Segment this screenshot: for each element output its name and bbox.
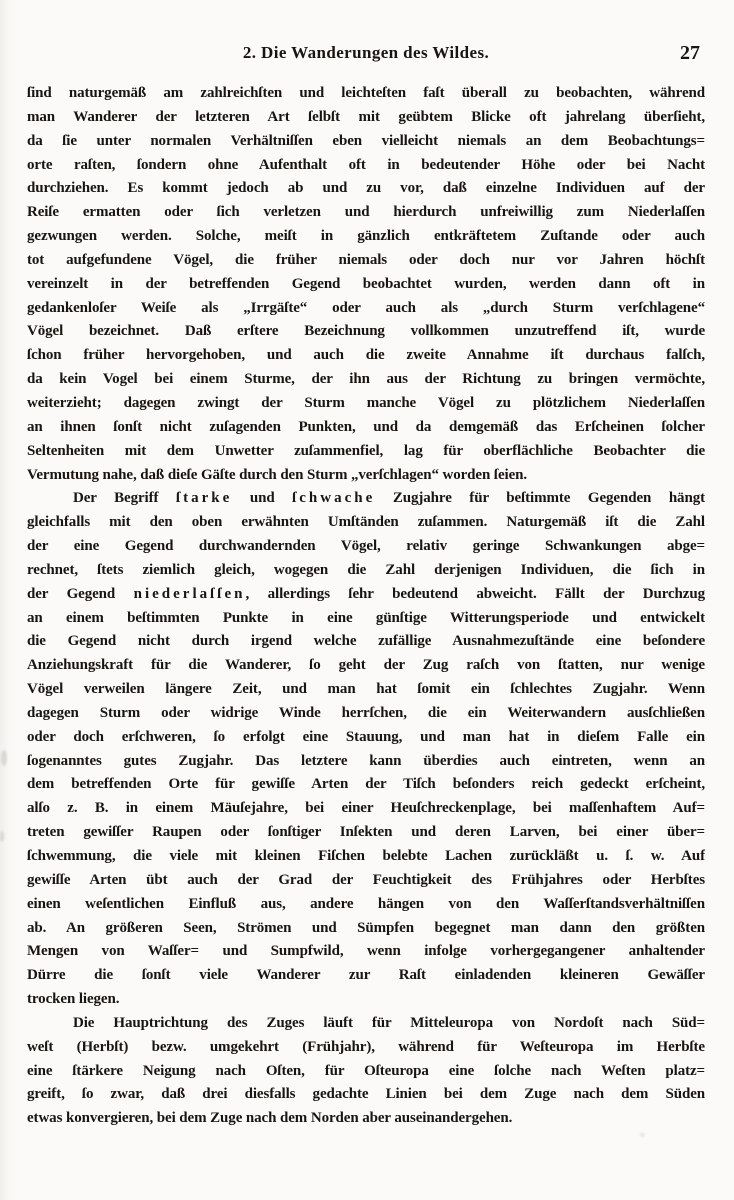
text-segment: treten gewiſſer Raupen oder ſonſtiger Inſekten und deren Larven, bei einer über= — [27, 824, 705, 841]
text-segment: da kein Vogel bei einem Sturme, der ihn aus der Richtung zu bringen vermöchte, — [27, 371, 705, 388]
text-line — [27, 869, 705, 893]
text-line — [27, 917, 705, 941]
text-line — [27, 583, 705, 607]
text-line — [27, 201, 705, 225]
text-line — [27, 678, 705, 702]
text-line — [27, 487, 705, 511]
text-segment: alſo z. B. in einem Mäuſejahre, bei einer Heuſchreckenplage, bei maſſenhaftem Auf= — [27, 800, 705, 817]
text-segment: tot aufgefundene Vögel, die früher niemals oder doch nur vor Jahren höchſt — [27, 251, 705, 268]
text-line — [27, 750, 705, 774]
text-segment: ſogenanntes gutes Zugjahr. Das letztere kann überdies auch eintreten, wenn an — [27, 752, 705, 769]
text-segment: an einem beſtimmten Punkte in eine günſtige Witterungsperiode und entwickelt — [27, 609, 705, 626]
text-line — [27, 177, 705, 201]
text-line — [27, 320, 705, 344]
text-segment: an ihnen ſonſt nicht zuſagenden Punkten, und da demgemäß das Erſcheinen ſolcher — [27, 418, 705, 435]
text-line — [27, 1060, 705, 1084]
text-line — [27, 368, 705, 392]
text-line — [27, 821, 705, 845]
text-line — [27, 440, 705, 464]
text-segment: weſt (Herbſt) bezw. umgekehrt (Frühjahr), während für Weſteuropa im Herbſte — [27, 1038, 705, 1055]
text-line — [27, 654, 705, 678]
page-number: 27 — [680, 42, 700, 64]
text-segment: der eine Gegend durchwandernden Vögel, relativ geringe Schwankungen abge= — [27, 538, 705, 555]
text-segment: ſchwemmung, die viele mit kleinen Fiſchen belebte Lachen zurückläßt u. ſ. w. Auf — [27, 848, 705, 864]
text-segment: Vögel verweilen längere Zeit, und man hat ſomit ein ſchlechtes Zugjahr. Wenn — [27, 681, 705, 698]
text-line — [27, 773, 705, 797]
text-segment: Vögel bezeichnet. Daß erſtere Bezeichnung vollkommen unzutreffend iſt, wurde — [27, 323, 705, 340]
text-segment: Mengen von Waſſer= und Sumpfwild, wenn infolge vorhergegangener anhaltender — [27, 943, 705, 960]
text-line — [27, 154, 705, 178]
text-segment: Der Begriff — [73, 490, 176, 507]
text-segment: Vermutung nahe, daß dieſe Gäſte durch den Sturm „verſchlagen“ worden ſeien. — [27, 466, 528, 483]
text-segment: Reiſe ermatten oder ſich verletzen und hierdurch unfreiwillig zum Niederlaſſen — [27, 204, 705, 221]
text-segment: die Gegend nicht durch irgend welche zufällige Ausnahmezuſtände eine beſondere — [27, 633, 705, 650]
text-line — [27, 630, 705, 654]
text-line — [27, 1083, 705, 1107]
text-line — [27, 82, 705, 106]
emphasized-word: niederlaſſen — [133, 585, 246, 602]
text-line — [27, 297, 705, 321]
text-segment: weiterzieht; dagegen zwingt der Sturm manche Vögel zu plötzlichem Niederlaſſen — [27, 394, 705, 411]
text-line — [27, 535, 705, 559]
text-segment: der Gegend — [27, 585, 134, 602]
scan-smudge — [640, 1133, 645, 1137]
text-segment: Zugjahre für beſtimmte Gegenden hängt — [375, 490, 705, 507]
text-line — [27, 893, 705, 917]
text-segment: Seltenheiten mit dem Unwetter zuſammenfiel, lag für oberflächliche Beobachter die — [27, 442, 705, 459]
text-segment: rechnet, ſtets ziemlich gleich, wogegen die Zahl derjenigen Individuen, die ſich in — [27, 561, 705, 578]
text-line — [27, 225, 705, 249]
text-segment: und — [232, 490, 293, 507]
text-segment: man Wanderer der letzteren Art ſelbſt mit geübtem Blicke oft jahrelang überſieht, — [27, 108, 705, 125]
text-line — [27, 106, 705, 130]
text-line — [27, 464, 705, 488]
text-line — [27, 249, 705, 273]
text-line — [27, 392, 705, 416]
text-line — [27, 964, 705, 988]
text-line — [27, 511, 705, 535]
text-segment: da ſie unter normalen Verhältniſſen eben vielleicht niemals an dem Beobachtungs= — [27, 132, 705, 149]
text-segment: eine ſtärkere Neigung nach Oſten, für Oſteuropa eine ſolche nach Weſten platz= — [27, 1062, 705, 1079]
text-line — [27, 607, 705, 631]
text-line — [27, 416, 705, 440]
body-text — [27, 82, 705, 1131]
text-segment: dagegen Sturm oder widrige Winde herrſchen, die ein Weiterwandern ausſchließen — [27, 704, 705, 721]
text-segment: einen weſentlichen Einfluß aus, andere hängen von den Waſſerſtandsverhältniſſen — [27, 895, 705, 912]
text-line — [27, 1012, 705, 1036]
text-segment: etwas konvergieren, bei dem Zuge nach dem Norden aber auseinandergehen. — [27, 1110, 513, 1127]
text-segment: Die Hauptrichtung des Zuges läuft für Mitteleuropa von Nordoſt nach Süd= — [73, 1014, 705, 1031]
scan-smudge — [1, 750, 7, 766]
text-segment: oder doch erſchweren, ſo erfolgt eine Stauung, und man hat in dieſem Falle ein — [27, 728, 705, 745]
text-line — [27, 940, 705, 964]
text-line — [27, 130, 705, 154]
text-segment: gewiſſe Arten übt auch der Grad der Feuchtigkeit des Frühjahres oder Herbſtes — [27, 871, 705, 888]
text-segment: ab. An größeren Seen, Strömen und Sümpfen begegnet man dann den größten — [27, 919, 705, 936]
text-line — [27, 797, 705, 821]
text-segment: gezwungen werden. Solche, meiſt in gänzlich entkräftetem Zuſtande oder auch — [27, 228, 705, 245]
text-segment: Anziehungskraft für die Wanderer, ſo geht der Zug raſch von ſtatten, nur wenige — [27, 657, 705, 674]
emphasized-word: ſtarke — [175, 490, 233, 507]
text-segment: vereinzelt in der betreffenden Gegend beobachtet wurden, werden dann oft in — [27, 275, 705, 292]
text-segment: gleichfalls mit den oben erwähnten Umſtänden zuſammen. Naturgemäß iſt die Zahl — [27, 514, 705, 531]
text-line — [27, 344, 705, 368]
text-segment: Dürre die ſonſt viele Wanderer zur Raſt einladenden kleineren Gewäſſer — [27, 967, 705, 984]
emphasized-word: ſchwache — [292, 490, 376, 507]
text-line — [27, 1036, 705, 1060]
scan-smudge — [0, 831, 4, 842]
text-segment: , allerdings ſehr bedeutend abweicht. Fällt der Durchzug — [245, 585, 705, 602]
text-segment: greift, ſo zwar, daß drei diesfalls gedachte Linien bei dem Zuge nach dem Süden — [27, 1086, 705, 1103]
text-line — [27, 726, 705, 750]
text-line — [27, 559, 705, 583]
text-line — [27, 702, 705, 726]
text-segment: dem betreffenden Orte für gewiſſe Arten der Tiſch beſonders reich gedeckt erſcheint, — [27, 776, 705, 793]
text-segment: ſind naturgemäß am zahlreichſten und leichteſten faſt überall zu beobachten, während — [27, 85, 705, 101]
text-line — [27, 1107, 705, 1131]
text-segment: gedankenloſer Weiſe als „Irrgäſte“ oder auch als „durch Sturm verſchlagene“ — [27, 299, 705, 316]
text-line — [27, 988, 705, 1012]
text-segment: trocken liegen. — [27, 991, 120, 1008]
text-segment: orte raſten, ſondern ohne Aufenthalt oft in bedeutender Höhe oder bei Nacht — [27, 156, 705, 173]
text-segment: ſchon früher hervorgehoben, und auch die zweite Annahme iſt durchaus falſch, — [27, 347, 705, 364]
chapter-title: 2. Die Wanderungen des Wildes. — [242, 43, 490, 62]
text-segment: durchziehen. Es kommt jedoch ab und zu vor, daß einzelne Individuen auf der — [27, 180, 705, 197]
text-line — [27, 845, 705, 869]
text-line — [27, 273, 705, 297]
